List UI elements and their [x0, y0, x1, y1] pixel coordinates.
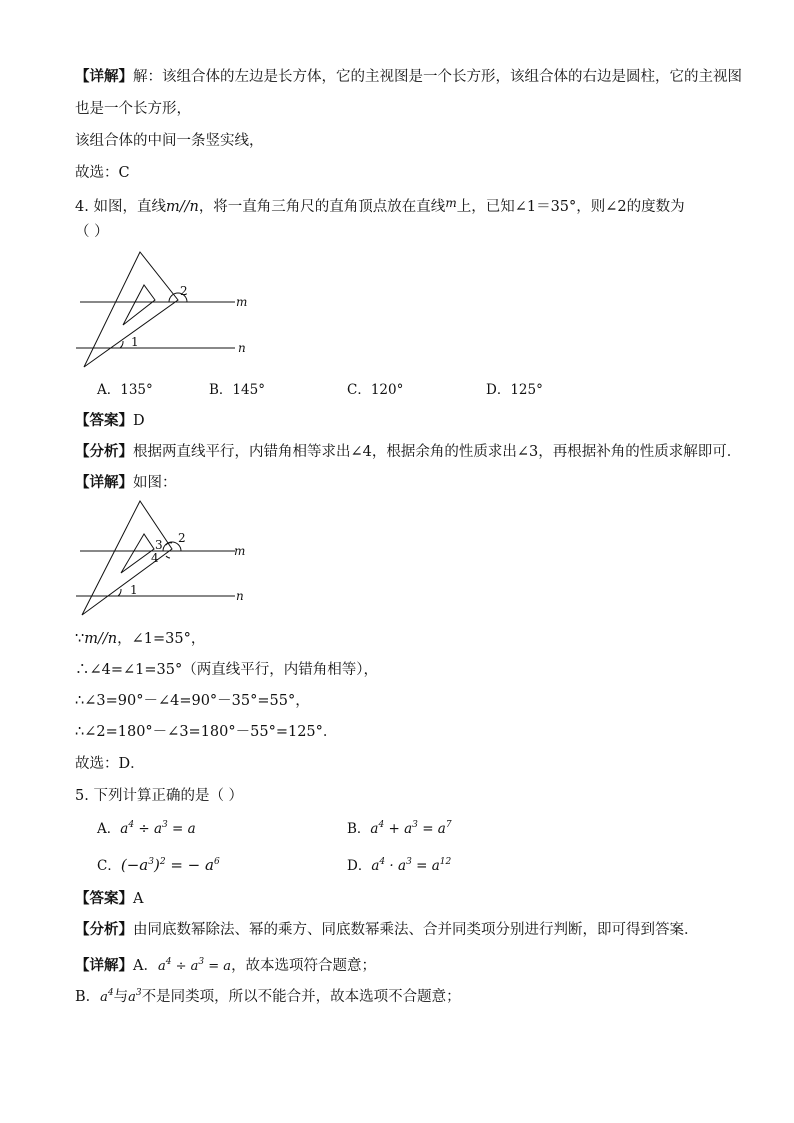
q4-stem-mn: m//n	[165, 199, 199, 215]
step1-text: ，∠1=35°，	[117, 631, 206, 647]
detail-label: 【详解】	[75, 957, 133, 974]
angle-1-arc	[120, 341, 123, 348]
q3-choice: 故选：C	[75, 165, 130, 181]
q4-stem-c: 上，已知∠1＝35°，则∠2的度数为	[456, 199, 685, 215]
label-n: n	[236, 589, 244, 603]
angle-4-arc	[166, 556, 170, 558]
detail-intro: 如图：	[133, 475, 177, 491]
label-2: 2	[180, 284, 188, 298]
answer-label: 【答案】	[75, 412, 133, 429]
q5-stem: 5. 下列计算正确的是（ ）	[75, 788, 244, 804]
q4-step4: ∴∠2=180°－∠3=180°－55°=125°．	[75, 724, 338, 740]
triangle-inner	[123, 285, 155, 325]
q4-stem-b: ，将一直角三角尺的直角顶点放在直线	[198, 199, 446, 215]
analysis-text: 根据两直线平行，内错角相等求出∠4，根据余角的性质求出∠3，再根据补角的性质求解即可．	[133, 444, 742, 460]
q4-step3: ∴∠3=90°－∠4=90°－35°=55°，	[75, 693, 310, 709]
detail-a-prefix: A．	[133, 958, 158, 974]
q5-analysis	[75, 920, 699, 940]
label-1: 1	[131, 335, 139, 349]
q5-detail-b: B．$a^4$与$a^3$不是同类项，所以不能合并，故本选项不合题意；	[75, 988, 461, 1005]
detail-b-suffix: 不是同类项，所以不能合并，故本选项不合题意；	[141, 989, 461, 1005]
q4-stem	[75, 193, 685, 217]
q5-option-d: D．$a^4 \cdot a^3 = a^{12}$	[347, 857, 452, 874]
q5-option-a-label: A．	[97, 821, 121, 837]
angle-1-arc	[118, 589, 121, 596]
q4-analysis	[75, 442, 741, 462]
analysis-label: 【分析】	[75, 921, 133, 938]
label-1: 1	[130, 583, 138, 597]
label-m: m	[234, 544, 246, 558]
q4-figure	[70, 245, 270, 375]
step1-because: ∵	[75, 631, 85, 647]
q3-detail-text1: 解：该组合体的左边是长方体，它的主视图是一个长方形，该组合体的右边是圆柱，它的主视图	[133, 69, 742, 85]
label-2: 2	[178, 531, 186, 545]
step1-mn: m//n	[84, 631, 118, 647]
q4-paren: （ ）	[75, 224, 109, 240]
detail-label: 【详解】	[75, 474, 133, 491]
q5-option-c: C．$(-a^3)^2$ = − $a^6$	[97, 856, 220, 874]
q4-detail	[75, 473, 177, 493]
label-4: 4	[151, 551, 159, 565]
detail-b-prefix: B．	[75, 989, 101, 1005]
detail-label: 【详解】	[75, 68, 133, 85]
q5-option-d-label: D．	[347, 858, 372, 874]
q5-option-c-label: C．	[97, 858, 121, 874]
q3-detail-text3: 该组合体的中间一条竖实线，	[75, 133, 264, 149]
answer-value: D	[133, 413, 145, 429]
q5-option-a: A．$a^4 \div a^3 = a$	[97, 820, 196, 837]
detail-b-mid: 与	[113, 989, 129, 1005]
q3-detail-text2: 也是一个长方形，	[75, 101, 191, 117]
q4-step1	[75, 629, 205, 649]
analysis-label: 【分析】	[75, 443, 133, 460]
q4-option-a: A．135°	[97, 382, 153, 398]
q4-stem-a: 4. 如图，直线	[75, 199, 166, 215]
q4-answer	[75, 411, 145, 431]
q4-stem-m: m	[445, 196, 457, 210]
answer-value: A	[133, 891, 144, 907]
q4-option-c: C．120°	[347, 382, 404, 398]
label-m: m	[236, 295, 248, 309]
q4-option-b: B．145°	[209, 382, 265, 398]
analysis-text: 由同底数幂除法、幂的乘方、同底数幂乘法、合并同类项分别进行判断，即可得到答案．	[133, 922, 699, 938]
q5-option-b-label: B．	[347, 821, 371, 837]
q5-option-b: B．$a^4 + a^3 = a^7$	[347, 820, 452, 837]
triangle-inner	[121, 534, 154, 573]
q4-choice: 故选：D．	[75, 756, 145, 772]
q4-option-d: D．125°	[486, 382, 543, 398]
answer-label: 【答案】	[75, 890, 133, 907]
q3-detail-line1	[75, 67, 742, 87]
q5-detail-a: 【详解】A．$a^4 \div a^3 = a$，故本选项符合题意；	[75, 957, 377, 974]
label-n: n	[238, 341, 246, 355]
detail-a-suffix: ，故本选项符合题意；	[231, 958, 377, 974]
q5-answer	[75, 889, 143, 909]
q4-figure-2	[70, 494, 270, 624]
label-3: 3	[155, 538, 163, 552]
q4-step2: ∴∠4=∠1=35°（两直线平行，内错角相等），	[75, 662, 378, 678]
